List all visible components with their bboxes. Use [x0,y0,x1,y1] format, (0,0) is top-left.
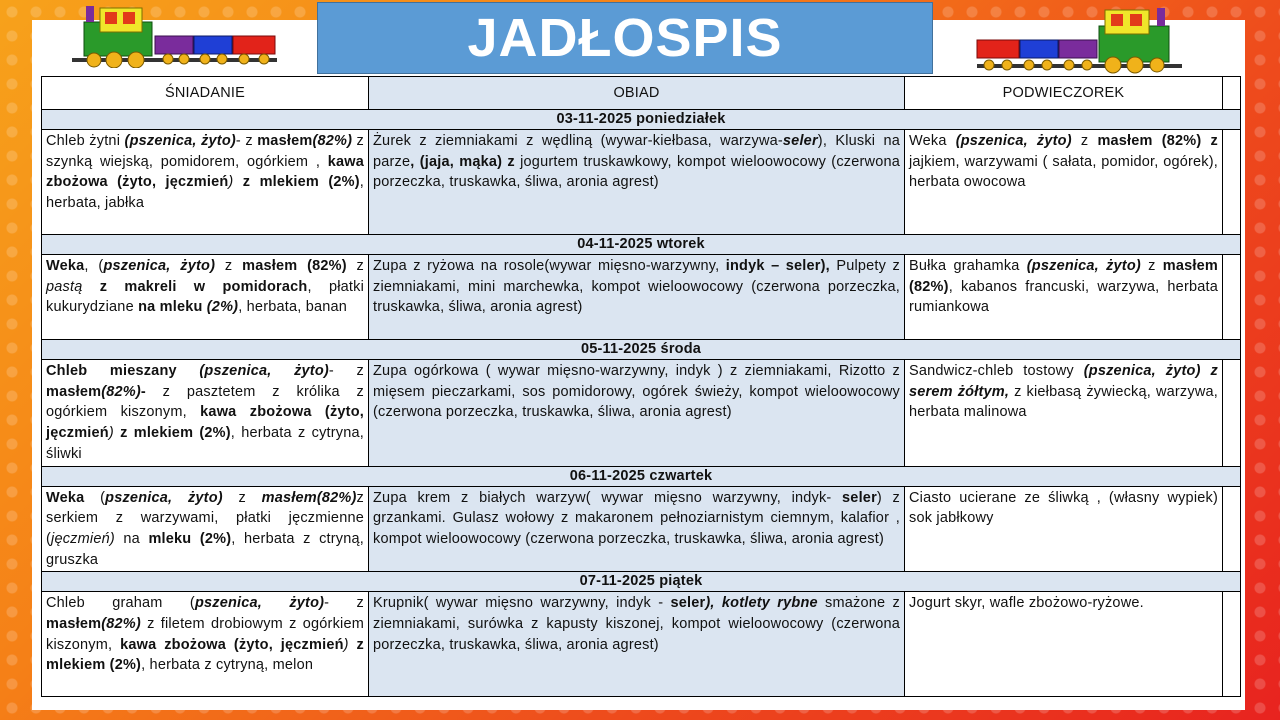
text-segment: Jogurt skyr, wafle zbożowo-ryżowe. [909,595,1144,612]
text-segment: ), Kluski na parze [373,133,900,170]
text-segment: (pszenica, żyto) [1026,258,1141,274]
day-row [42,466,1241,486]
menu-table [41,76,1241,697]
text-segment: Zupa z ryżowa na rosole(wywar mięsno-warzywny, [373,258,726,274]
text-segment: smażone z ziemniakami, surówka z kapusty kiszonej, kompot wieloowocowy (czerwona porzeczka, truskawka, śliwa, aronia agrest) [373,595,900,653]
meal-row [42,255,1241,340]
row-spacer [1223,255,1241,340]
text-segment: indyk ) z ziemniakami, Rizotto z mięsem pieczarkami, sos pomidorowy, ogórek świeży, kompot wieloowocowy (czerwona porzeczka, truskawka, śliwa, aronia agrest) [373,363,900,421]
text-segment: (82%) [101,616,141,633]
text-segment: Chleb graham ( [46,595,195,612]
lunch-cell [369,592,905,697]
text-segment: z [1071,133,1098,149]
text-segment: z [1140,258,1163,274]
text-segment: (pszenica, żyto) [955,133,1072,149]
row-spacer [1223,592,1241,697]
breakfast-cell [42,592,369,697]
row-spacer [1223,130,1241,235]
text-segment: Zupa ogórkowa ( wywar mięsno-warzywny, [373,363,676,379]
day-label: 05-11-2025 środa [42,340,1241,360]
text-segment: ( [84,489,106,506]
text-segment: z serem żółtym, [909,363,1218,400]
meal-row [42,486,1241,572]
text-segment: , herbata z cytryną, melon [141,657,314,674]
text-segment: Bułka grahamka [909,258,1027,274]
text-segment: ) [343,636,349,653]
text-segment: pszenica, żyto) [103,258,216,274]
lunch-cell [369,486,905,572]
text-segment: Pulpety z ziemniakami, mini marchewka, kompot wieloowocowy (czerwona porzeczka, truskawka, śliwa, aronia agrest) [373,258,900,316]
day-row [42,572,1241,592]
text-segment: żyto) [187,489,223,506]
text-segment: Weka [46,489,85,506]
snack-cell [905,130,1223,235]
text-segment: z makreli w pomidorach [82,278,308,295]
text-segment: Sandwicz-chleb tostowy [909,363,1084,379]
header-breakfast: ŚNIADANIE [42,77,369,110]
snack-cell [905,360,1223,467]
text-segment: z mlekiem (2%) [242,174,360,191]
text-segment: ) [108,425,114,442]
text-segment: pastą [46,278,83,295]
text-segment: z kiełbasą żywiecką, warzywa, herbata malinowa [909,383,1218,421]
text-segment: kawa zbożowa (żyto, jęczmień [46,404,364,442]
text-segment: z serkiem z warzywami, płatki jęczmienne ( [46,489,364,547]
text-segment: - z [324,595,364,612]
text-segment: (2%) [206,299,239,316]
text-segment: Zupa krem z białych warzyw( wywar mięsno warzywny, indyk- [373,489,843,506]
text-segment: (82%) [101,383,141,400]
text-segment: kawa zbożowa (żyto, jęczmień [46,153,364,191]
header-spacer [1223,77,1241,110]
snack-cell [905,592,1223,697]
snack-cell [905,255,1223,340]
breakfast-cell [42,130,369,235]
text-segment: seler [782,133,818,149]
text-segment: z filetem drobiowym z ogórkiem kiszonym, [46,616,364,653]
text-segment: , herbata, banan [238,299,348,316]
text-segment: (pszenica, żyto) [199,363,329,379]
text-segment: jajkiem, warzywami ( sałata, pomidor, ogórek), herbata owocowa [909,153,1218,191]
text-segment: jogurtem truskawkowy, kompot wieloowocowy (czerwona porzeczka, truskawka, śliwa, aronia agrest) [373,153,900,191]
text-segment: mleku (2%) [148,530,232,547]
text-segment: indyk – seler), [725,258,830,274]
text-segment: masłem [257,133,313,149]
snack-cell [905,486,1223,572]
text-segment: Ciasto ucierane ze śliwką , (własny wypiek) sok jabłkowy [909,489,1218,527]
day-row [42,235,1241,255]
lunch-cell [369,255,905,340]
text-segment: , kabanos francuski, warzywa, herbata rumiankowa [909,278,1218,316]
text-segment [172,490,188,506]
text-segment: z szynką wiejską, pomidorem, ogórkiem , [46,133,364,170]
text-segment [1201,363,1211,379]
text-segment: Weka [909,133,956,149]
page-title: JADŁOSPIS [467,8,783,68]
text-segment: Chleb żytni [46,133,125,149]
text-segment: - z [328,363,365,379]
text-segment: z [222,489,262,506]
row-spacer [1223,360,1241,467]
text-segment: kawa zbożowa (żyto, jęczmień [120,636,344,653]
title-banner [317,2,933,74]
day-row [42,340,1241,360]
text-segment: , (jaja, mąka) z [410,153,521,170]
lunch-cell [369,130,905,235]
text-segment: masłem [46,616,102,633]
text-segment: Chleb mieszany [46,363,200,379]
text-segment: masłem (82%) z [1097,133,1218,149]
text-segment: , herbata z ctryną, gruszka [46,530,364,568]
text-segment: seler [670,595,706,612]
train-right-icon [975,2,1185,74]
breakfast-cell [42,360,369,467]
row-spacer [1223,486,1241,572]
train-left-icon [70,2,280,68]
text-segment: masłem [46,383,102,400]
text-segment: masłem (82%) [909,258,1218,295]
day-label: 06-11-2025 czwartek [42,466,1241,486]
text-segment: z [215,258,243,274]
text-segment: , herbata z cytryna, śliwki [46,425,364,462]
header-lunch: OBIAD [369,77,905,110]
text-segment: ) [228,174,243,191]
text-segment: masłem (82%) [242,258,347,274]
text-segment: ) z grzankami. Gulasz wołowy z makaronem pełnoziarnistym ciemnym, kalafior , kompot wieloowocowy (czerwona porzeczka, truskawka, śliwa, aronia agrest) [373,489,900,547]
day-row [42,110,1241,130]
day-label: 07-11-2025 piątek [42,572,1241,592]
text-segment: pszenica, żyto) [194,595,325,612]
text-segment: , ( [84,258,104,274]
text-segment: z pasztetem z królika z ogórkiem kiszonym, [46,383,364,421]
text-segment: seler [842,489,877,506]
text-segment: z [346,258,364,274]
text-segment: na mleku [138,299,203,316]
text-segment: na [114,530,149,547]
text-segment: , herbata, jabłka [46,174,364,212]
meal-row [42,130,1241,235]
header-snack: PODWIECZOREK [905,77,1223,110]
breakfast-cell [42,255,369,340]
text-segment: , płatki kukurydziane [46,278,364,316]
text-segment: masłem(82%) [261,489,357,506]
text-segment: z mlekiem (2%) [46,636,364,674]
text-segment: jęczmień) [51,530,115,547]
text-segment: ), kotlety rybne [705,595,818,612]
text-segment: - z [235,133,258,149]
header-row [42,77,1241,110]
text-segment: z mlekiem (2%) [113,425,231,442]
text-segment: Weka [46,258,85,274]
text-segment: - [140,383,146,400]
meal-row [42,360,1241,467]
lunch-cell [369,360,905,467]
breakfast-cell [42,486,369,572]
day-label: 04-11-2025 wtorek [42,235,1241,255]
text-segment: (pszenica, żyto) [124,133,236,149]
text-segment: (pszenica, żyto) [1083,363,1201,379]
text-segment: (82%) [312,133,353,149]
meal-row [42,592,1241,697]
text-segment: pszenica, [105,489,173,506]
text-segment: Żurek z ziemniakami z wędliną (wywar-kiełbasa, warzywa- [373,133,783,149]
day-label: 03-11-2025 poniedziałek [42,110,1241,130]
text-segment: Krupnik( wywar mięsno warzywny, indyk - [373,595,671,612]
